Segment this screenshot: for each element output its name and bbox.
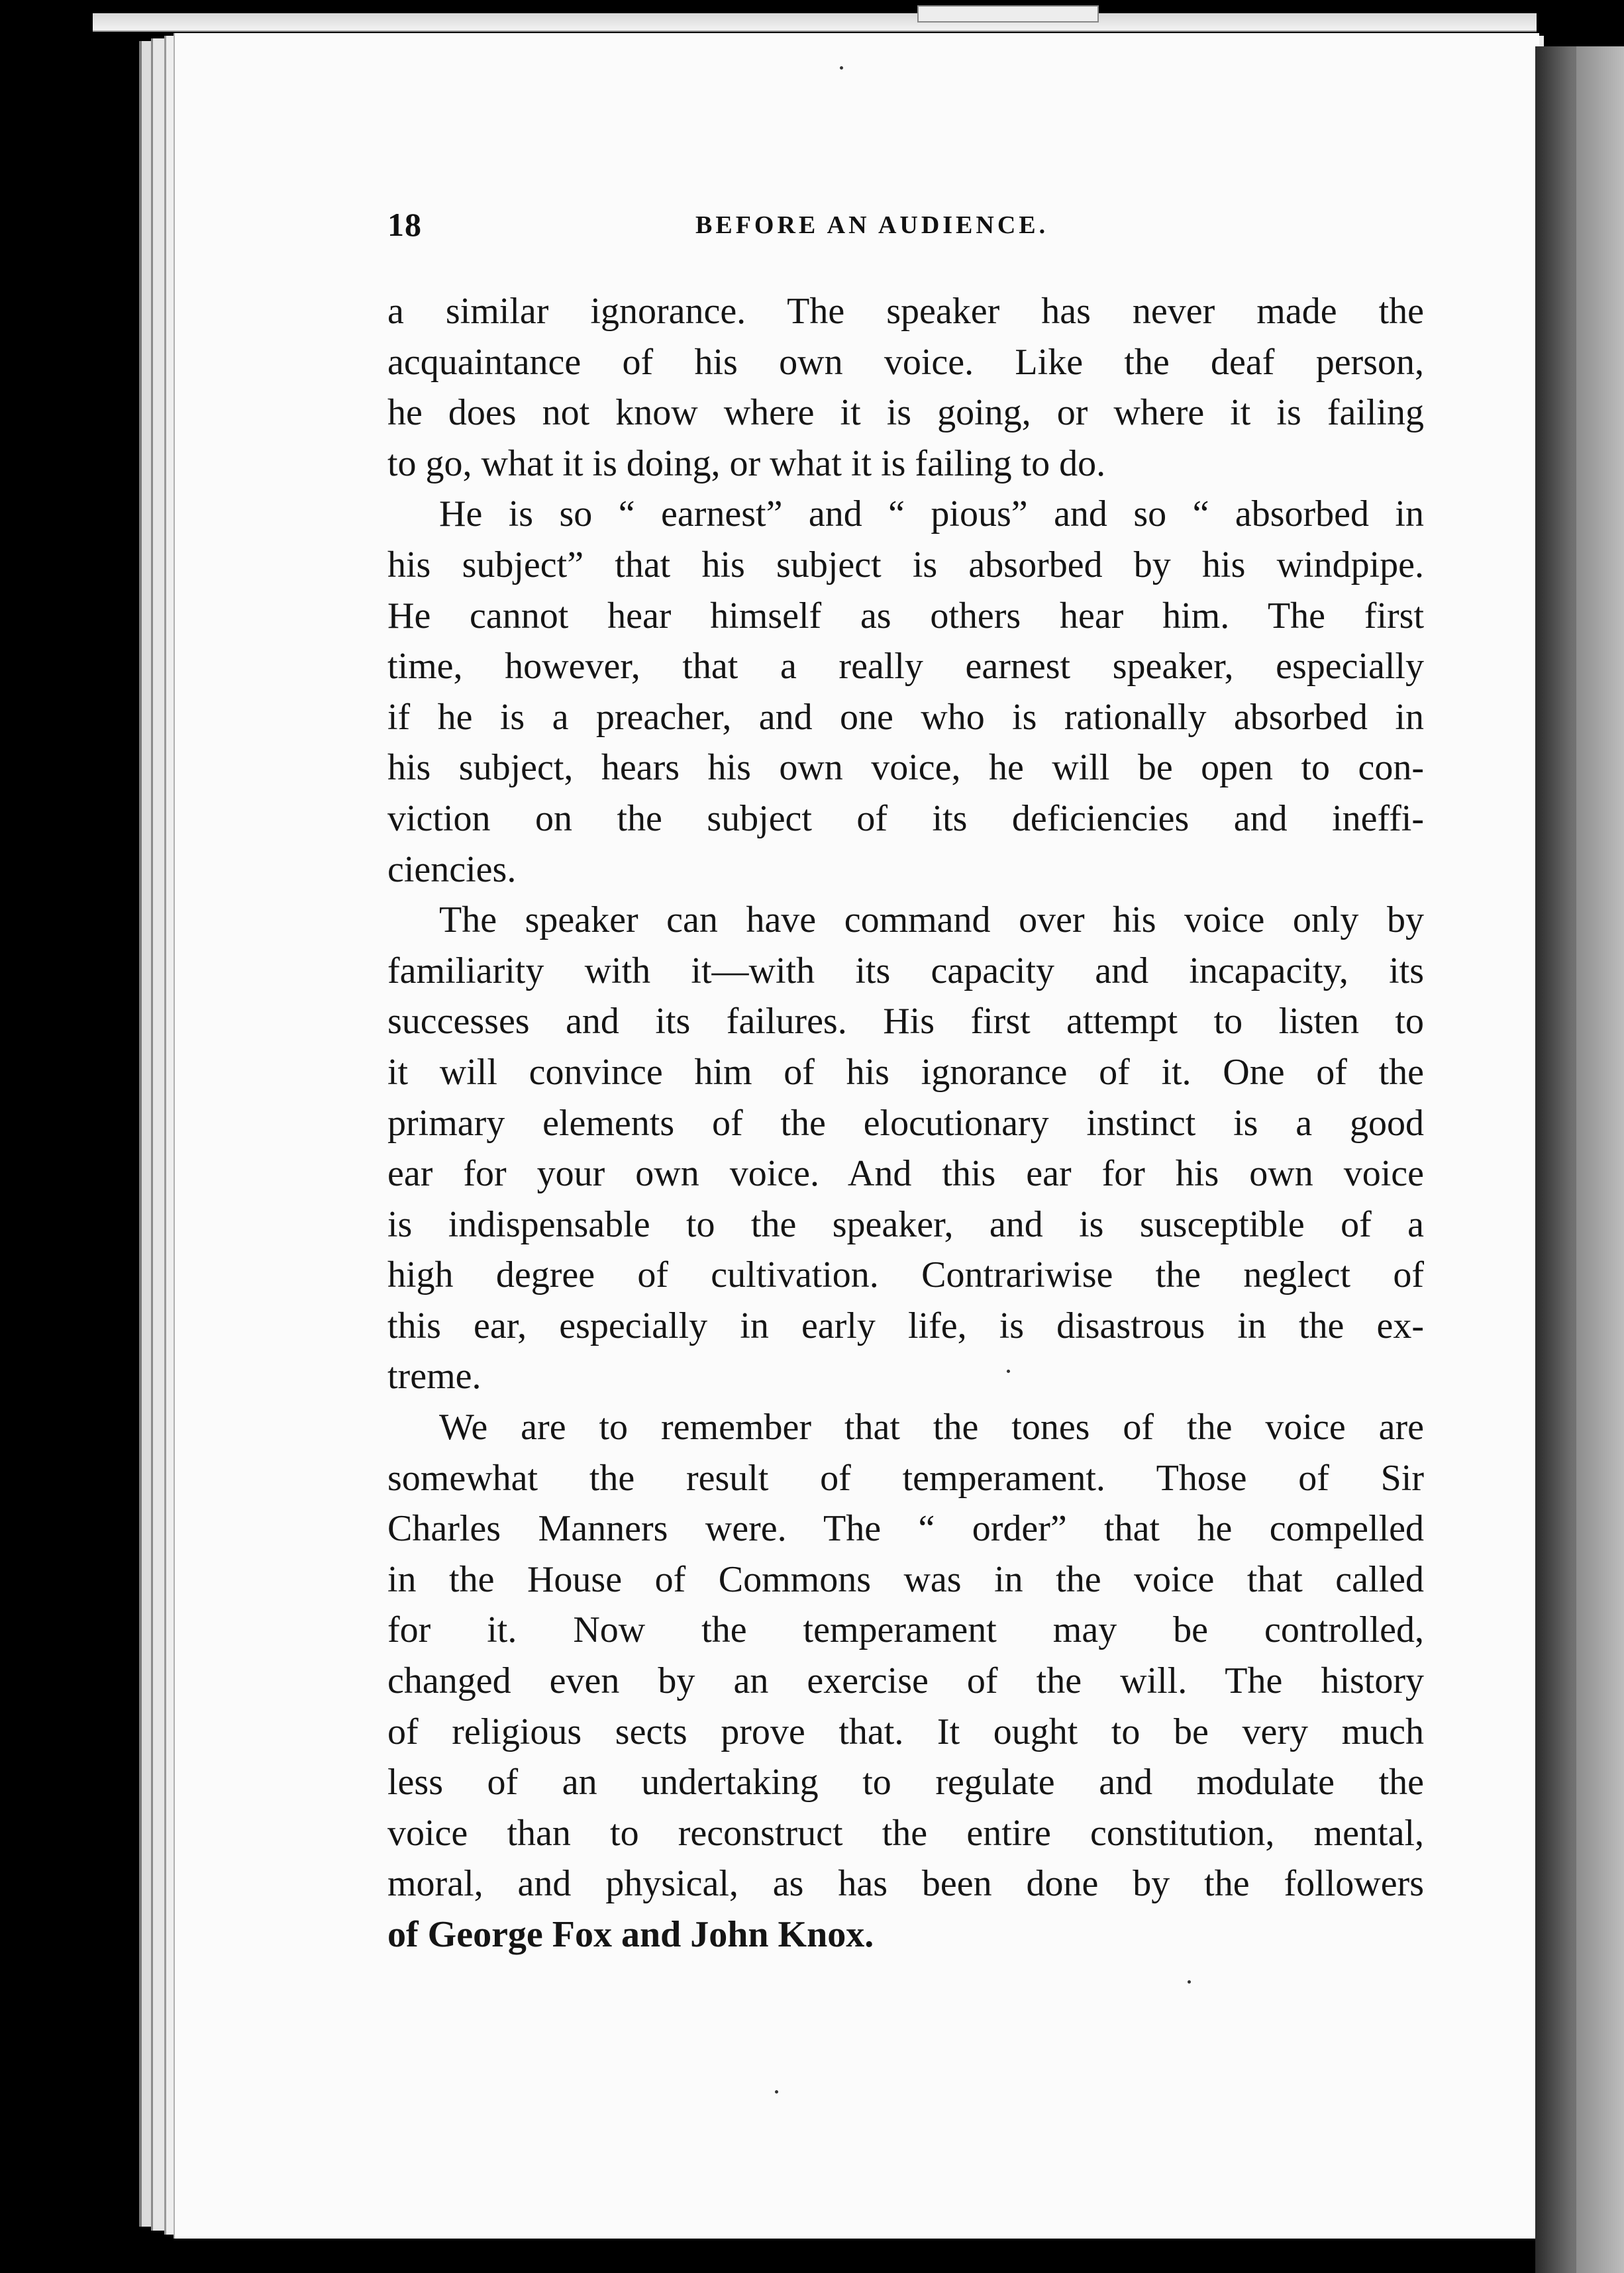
text-line: to go, what it is doing, or what it is failing to do. (387, 442, 1106, 484)
top-edge-tab (917, 5, 1099, 23)
text-line: He cannot hear himself as others hear him. The first (387, 595, 1424, 636)
running-title: BEFORE AN AUDIENCE. (695, 211, 1049, 239)
text-line: changed even by an exercise of the will. The history (387, 1660, 1424, 1702)
text-line: The speaker can have command over his voice only by (439, 899, 1424, 941)
text-line: somewhat the result of temperament. Those of Sir (387, 1457, 1424, 1499)
text-line: of religious sects prove that. It ought to be very much (387, 1711, 1424, 1752)
text-line: familiarity with it—with its capacity and incapacity, its (387, 950, 1424, 991)
page-number: 18 (387, 206, 422, 243)
text-line: in the House of Commons was in the voice that called (387, 1558, 1424, 1600)
body-text (387, 286, 1424, 1960)
text-line: if he is a preacher, and one who is rationally absorbed in (387, 696, 1424, 738)
text-line: successes and its failures. His first attempt to listen to (387, 1001, 1424, 1042)
text-line: less of an undertaking to regulate and modulate the (387, 1762, 1424, 1803)
text-line: Charles Manners were. The “ order” that he compelled (387, 1508, 1424, 1550)
text-line: moral, and physical, as has been done by the followers (387, 1863, 1424, 1905)
running-head (387, 205, 1421, 245)
text-line: he does not know where it is going, or where it is failing (387, 392, 1424, 434)
text-line: We are to remember that the tones of the voice are (439, 1407, 1424, 1448)
paper-speck (1007, 1370, 1010, 1373)
text-line: high degree of cultivation. Contrariwise the neglect of (387, 1254, 1424, 1296)
paper-speck (1188, 1980, 1191, 1984)
text-line: acquaintance of his own voice. Like the deaf person, (387, 341, 1424, 383)
text-line: his subject” that his subject is absorbed by his windpipe. (387, 544, 1424, 585)
text-line: for it. Now the temperament may be controlled, (387, 1609, 1424, 1651)
text-line: of George Fox and John Knox. (387, 1914, 874, 1955)
text-line: He is so “ earnest” and “ pious” and so “ absorbed in (439, 493, 1424, 535)
text-line: viction on the subject of its deficiencies and ineffi- (387, 797, 1424, 839)
text-line: it will convince him of his ignorance of it. One of the (387, 1051, 1424, 1093)
adjacent-page-edge (1576, 46, 1624, 2273)
top-page-edge (93, 13, 1537, 32)
text-line: ciencies. (387, 848, 517, 890)
text-line: is indispensable to the speaker, and is susceptible of a (387, 1203, 1424, 1245)
text-line: time, however, that a really earnest speaker, especially (387, 646, 1424, 687)
text-line: his subject, hears his own voice, he will be open to con- (387, 747, 1424, 789)
text-line: voice than to reconstruct the entire constitution, mental, (387, 1812, 1424, 1854)
text-line: treme. (387, 1356, 482, 1397)
text-line: primary elements of the elocutionary instinct is a good (387, 1102, 1424, 1144)
paper-speck (775, 2090, 778, 2094)
text-line: ear for your own voice. And this ear for his own voice (387, 1153, 1424, 1195)
text-line: this ear, especially in early life, is disastrous in the ex- (387, 1305, 1424, 1346)
paper-speck (840, 66, 843, 70)
text-line: a similar ignorance. The speaker has never made the (387, 291, 1424, 332)
